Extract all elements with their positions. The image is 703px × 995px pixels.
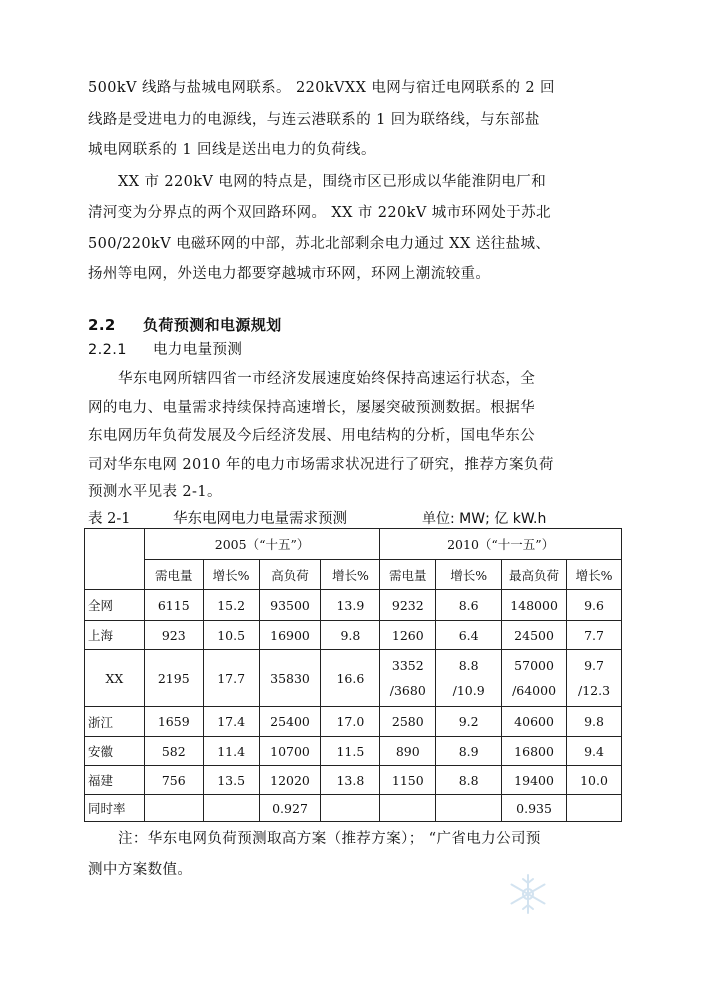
table-cell: 9.6 (567, 590, 622, 621)
table-cell: 148000 (502, 590, 567, 621)
table-cell-split: 9.7 /12.3 (567, 650, 622, 707)
table-cell: 9.8 (567, 707, 622, 737)
table-cell: 582 (144, 737, 203, 766)
table-cell: 10.0 (567, 766, 622, 795)
table-cell-split: 8.8 /10.9 (436, 650, 502, 707)
table-cell (380, 795, 436, 822)
table-cell: 93500 (259, 590, 321, 621)
table-cell (567, 795, 622, 822)
table-cell: 8.6 (436, 590, 502, 621)
note-line: 测中方案数值。 (88, 862, 193, 878)
table-cell: 13.9 (321, 590, 380, 621)
table-cell (203, 795, 259, 822)
body-line: 东电网历年负荷发展及今后经济发展、用电结构的分析，国电华东公 (88, 428, 535, 444)
row-label: 同时率 (85, 795, 145, 822)
body-line: 华东电网所辖四省一市经济发展速度始终保持高速运行状态，全 (118, 371, 536, 387)
paragraph-line: 城电网联系的 1 回线是送出电力的负荷线。 (88, 142, 376, 158)
row-label: 安徽 (85, 737, 145, 766)
group-header-2010: 2010（“十一五”） (380, 529, 622, 560)
table-cell (144, 795, 203, 822)
paragraph-line: 扬州等电网，外送电力都要穿越城市环网，环网上潮流较重。 (88, 266, 491, 282)
table-cell: 2195 (144, 650, 203, 707)
subsection-title: 电力电量预测 (152, 342, 243, 358)
table-cell: 9.2 (436, 707, 502, 737)
paragraph-line: 清河变为分界点的两个双回路环网。 XX 市 220kV 城市环网处于苏北 (88, 205, 551, 221)
group-header-2005: 2005（“十五”） (144, 529, 380, 560)
table-cell: 2580 (380, 707, 436, 737)
table-row (85, 707, 622, 737)
row-label: XX (85, 650, 145, 707)
snowflake-watermark-icon (506, 872, 550, 916)
row-label: 全网 (85, 590, 145, 621)
section-heading (88, 315, 282, 335)
body-line: 司对华东电网 2010 年的电力市场需求状况进行了研究，推荐方案负荷 (88, 457, 554, 473)
note-line: 注：华东电网负荷预测取高方案（推荐方案）； “广省电力公司预 (118, 831, 541, 847)
table-cell (321, 795, 380, 822)
table-row (85, 766, 622, 795)
table-cell: 13.8 (321, 766, 380, 795)
paragraph-line: 500/220kV 电磁环网的中部，苏北北部剩余电力通过 XX 送往盐城、 (88, 236, 551, 252)
column-header: 增长% (436, 560, 502, 590)
table-cell (436, 795, 502, 822)
table-cell: 15.2 (203, 590, 259, 621)
table-cell: 7.7 (567, 621, 622, 650)
table-cell-split: 3352 /3680 (380, 650, 436, 707)
column-header: 最高负荷 (502, 560, 567, 590)
table-label: 表 2-1 (88, 511, 131, 527)
table-unit: 单位: MW; 亿 kW.h (422, 511, 547, 527)
subsection-number: 2.2.1 (88, 342, 127, 358)
table-cell: 6115 (144, 590, 203, 621)
table-cell: 923 (144, 621, 203, 650)
column-header: 高负荷 (259, 560, 321, 590)
table-cell: 1659 (144, 707, 203, 737)
table-row (85, 621, 622, 650)
table-cell-split: 57000 /64000 (502, 650, 567, 707)
column-header: 需电量 (144, 560, 203, 590)
table-cell: 25400 (259, 707, 321, 737)
table-cell: 8.9 (436, 737, 502, 766)
table-row (85, 795, 622, 822)
table-cell: 10.5 (203, 621, 259, 650)
body-line: 预测水平见表 2-1。 (88, 484, 222, 500)
table-cell: 16800 (502, 737, 567, 766)
table-cell: 0.927 (259, 795, 321, 822)
table-cell: 9.4 (567, 737, 622, 766)
table-cell: 9.8 (321, 621, 380, 650)
table-cell: 40600 (502, 707, 567, 737)
subsection-heading (88, 340, 242, 360)
table-cell: 8.8 (436, 766, 502, 795)
table-cell: 1260 (380, 621, 436, 650)
table-cell: 6.4 (436, 621, 502, 650)
table-row (85, 650, 622, 707)
table-cell: 35830 (259, 650, 321, 707)
body-line: 网的电力、电量需求持续保持高速增长，屡屡突破预测数据。根据华 (88, 400, 535, 416)
table-cell: 12020 (259, 766, 321, 795)
row-label: 浙江 (85, 707, 145, 737)
paragraph-line: 线路是受进电力的电源线，与连云港联系的 1 回为联络线，与东部盐 (88, 112, 540, 128)
paragraph-line: 500kV 线路与盐城电网联系。 220kVXX 电网与宿迁电网联系的 2 回 (88, 80, 555, 96)
forecast-table (84, 528, 622, 822)
table-cell: 9232 (380, 590, 436, 621)
corner-cell (85, 529, 145, 590)
table-cell: 1150 (380, 766, 436, 795)
table-cell: 13.5 (203, 766, 259, 795)
column-header: 需电量 (380, 560, 436, 590)
column-header: 增长% (321, 560, 380, 590)
table-row (85, 590, 622, 621)
table-cell: 0.935 (502, 795, 567, 822)
table-cell: 17.4 (203, 707, 259, 737)
table-cell: 17.7 (203, 650, 259, 707)
column-header: 增长% (567, 560, 622, 590)
section-title: 负荷预测和电源规划 (143, 316, 282, 334)
table-cell: 19400 (502, 766, 567, 795)
table-cell: 17.0 (321, 707, 380, 737)
section-number: 2.2 (88, 316, 116, 334)
table-row (85, 737, 622, 766)
column-header: 增长% (203, 560, 259, 590)
table-cell: 11.4 (203, 737, 259, 766)
table-cell: 16.6 (321, 650, 380, 707)
table-cell: 756 (144, 766, 203, 795)
table-cell: 890 (380, 737, 436, 766)
paragraph-line: XX 市 220kV 电网的特点是，围绕市区已形成以华能淮阴电厂和 (118, 174, 547, 190)
row-label: 上海 (85, 621, 145, 650)
table-cell: 10700 (259, 737, 321, 766)
row-label: 福建 (85, 766, 145, 795)
table-cell: 11.5 (321, 737, 380, 766)
table-cell: 24500 (502, 621, 567, 650)
table-title: 华东电网电力电量需求预测 (173, 511, 347, 527)
table-cell: 16900 (259, 621, 321, 650)
